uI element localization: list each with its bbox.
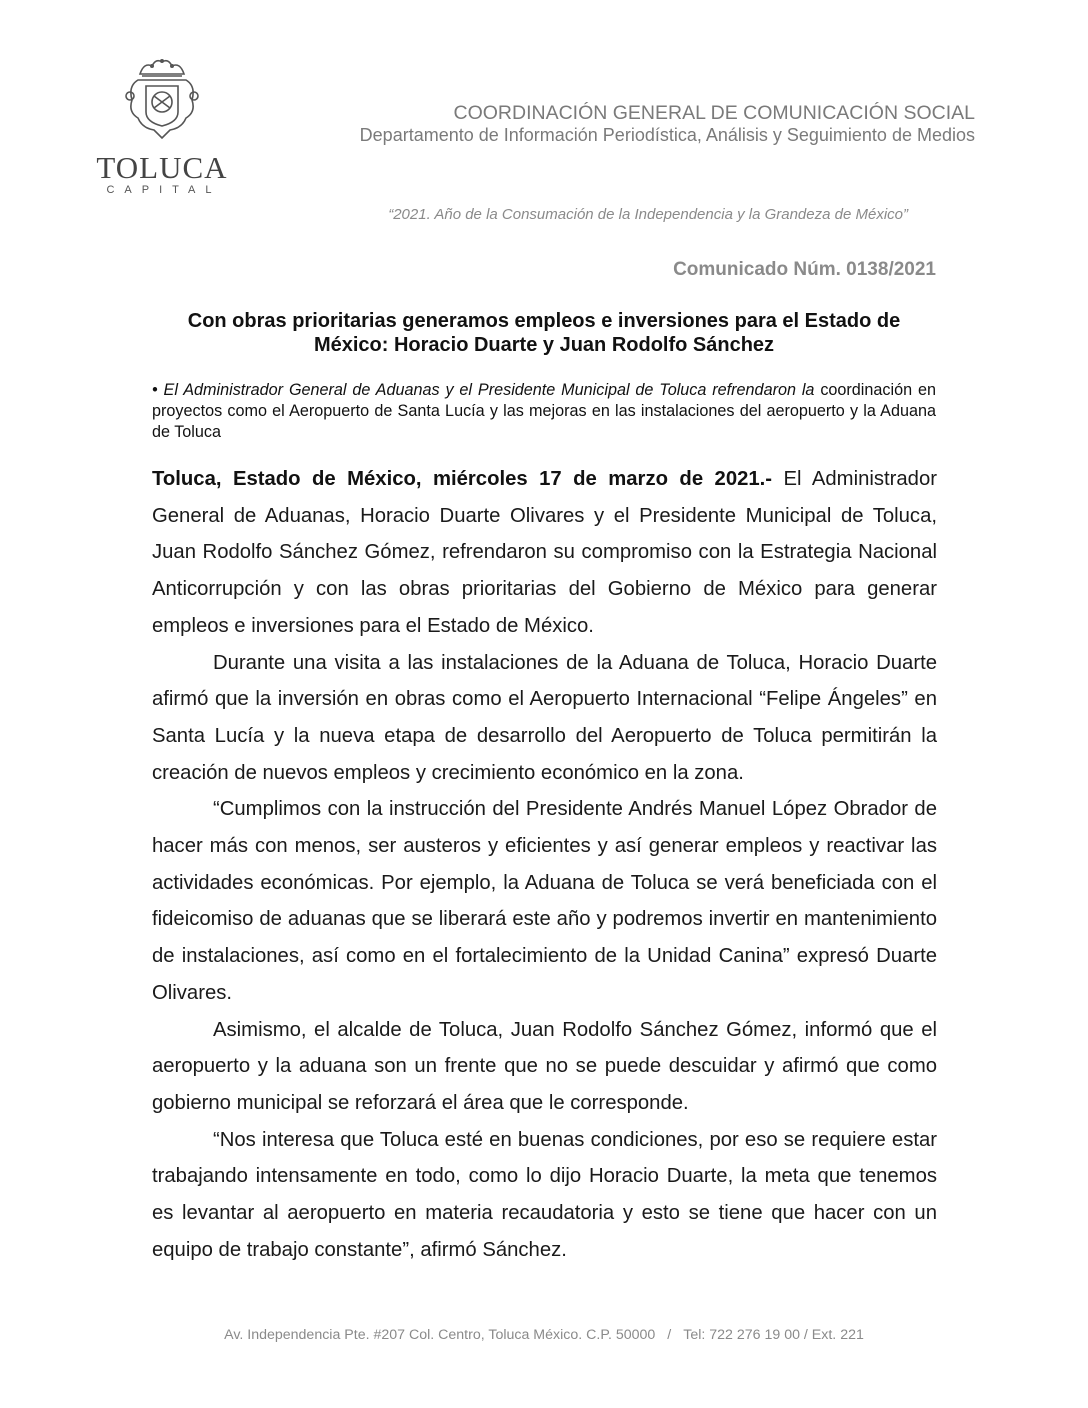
- communique-number: Comunicado Núm. 0138/2021: [673, 259, 936, 280]
- paragraph-2: Durante una visita a las instalaciones de la Aduana de Toluca, Horacio Duarte afirmó que la inversión en obras como el Aeropuerto Internacional “Felipe Ángeles” en Santa Lucía y la nueva etapa de desarrollo del Aeropuerto de Toluca permitirán la creación de nuevos empleos y crecimiento económico en la zona.: [152, 651, 937, 784]
- article-body: [152, 461, 937, 1268]
- paragraph-1-text: El Administrador General de Aduanas, Horacio Duarte Olivares y el Presidente Municipal de Toluca, Juan Rodolfo Sánchez Gómez, refrendaron su compromiso con la Estrategia Nacional Anticorrupción y con las obras prioritarias del Gobierno de México para generar empleos e inversiones para el Estado de México.: [152, 468, 937, 637]
- dateline: Toluca, Estado de México, miércoles 17 de marzo de 2021.-: [152, 468, 773, 490]
- summary-regular: coordinación en proyectos como el Aeropuerto de Santa Lucía y las mejoras en las instalaciones del aeropuerto y la Aduana de Toluca: [152, 381, 936, 441]
- coat-of-arms-icon: [120, 56, 204, 148]
- headline: Con obras prioritarias generamos empleos e inversiones para el Estado de México: Horacio Duarte y Juan Rodolfo Sánchez: [187, 310, 901, 356]
- paragraph-1: [152, 461, 937, 645]
- logo-wordmark: TOLUCA: [96, 150, 228, 185]
- footer: [0, 1327, 1088, 1343]
- header-department: Departamento de Información Periodística, Análisis y Seguimiento de Medios: [359, 125, 975, 145]
- summary-bullet: [152, 380, 936, 443]
- footer-address: Av. Independencia Pte. #207 Col. Centro, Toluca México. C.P. 50000: [224, 1327, 656, 1343]
- header-coordination: COORDINACIÓN GENERAL DE COMUNICACIÓN SOCIAL: [453, 102, 975, 124]
- summary-italic: • El Administrador General de Aduanas y el Presidente Municipal de Toluca refrendaron la: [152, 381, 815, 399]
- toluca-logo: [96, 56, 228, 198]
- footer-phone: Tel: 722 276 19 00 / Ext. 221: [683, 1327, 864, 1343]
- paragraph-5: “Nos interesa que Toluca esté en buenas condiciones, por eso se requiere estar trabajando intensamente en todo, como lo dijo Horacio Duarte, la meta que tenemos es levantar al aeropuerto en materia recaudatoria y esto se tiene que hacer con un equipo de trabajo constante”, afirmó Sánchez.: [152, 1128, 937, 1261]
- logo-subtitle: CAPITAL: [106, 184, 222, 196]
- paragraph-3: “Cumplimos con la instrucción del Presidente Andrés Manuel López Obrador de hacer más con menos, ser austeros y eficientes y así generar empleos y reactivar las actividades económicas. Por ejemplo, la Aduana de Toluca se verá beneficiada con el fideicomiso de aduanas que se liberará este año y podremos invertir en mantenimiento de instalaciones, así como en el fortalecimiento de la Unidad Canina” expresó Duarte Olivares.: [152, 798, 937, 1004]
- paragraph-4: Asimismo, el alcalde de Toluca, Juan Rodolfo Sánchez Gómez, informó que el aeropuerto y la aduana son un frente que no se puede descuidar y afirmó que como gobierno municipal se reforzará el área que le corresponde.: [152, 1018, 937, 1114]
- year-motto: “2021. Año de la Consumación de la Independencia y la Grandeza de México”: [388, 206, 908, 223]
- footer-separator: /: [667, 1327, 672, 1343]
